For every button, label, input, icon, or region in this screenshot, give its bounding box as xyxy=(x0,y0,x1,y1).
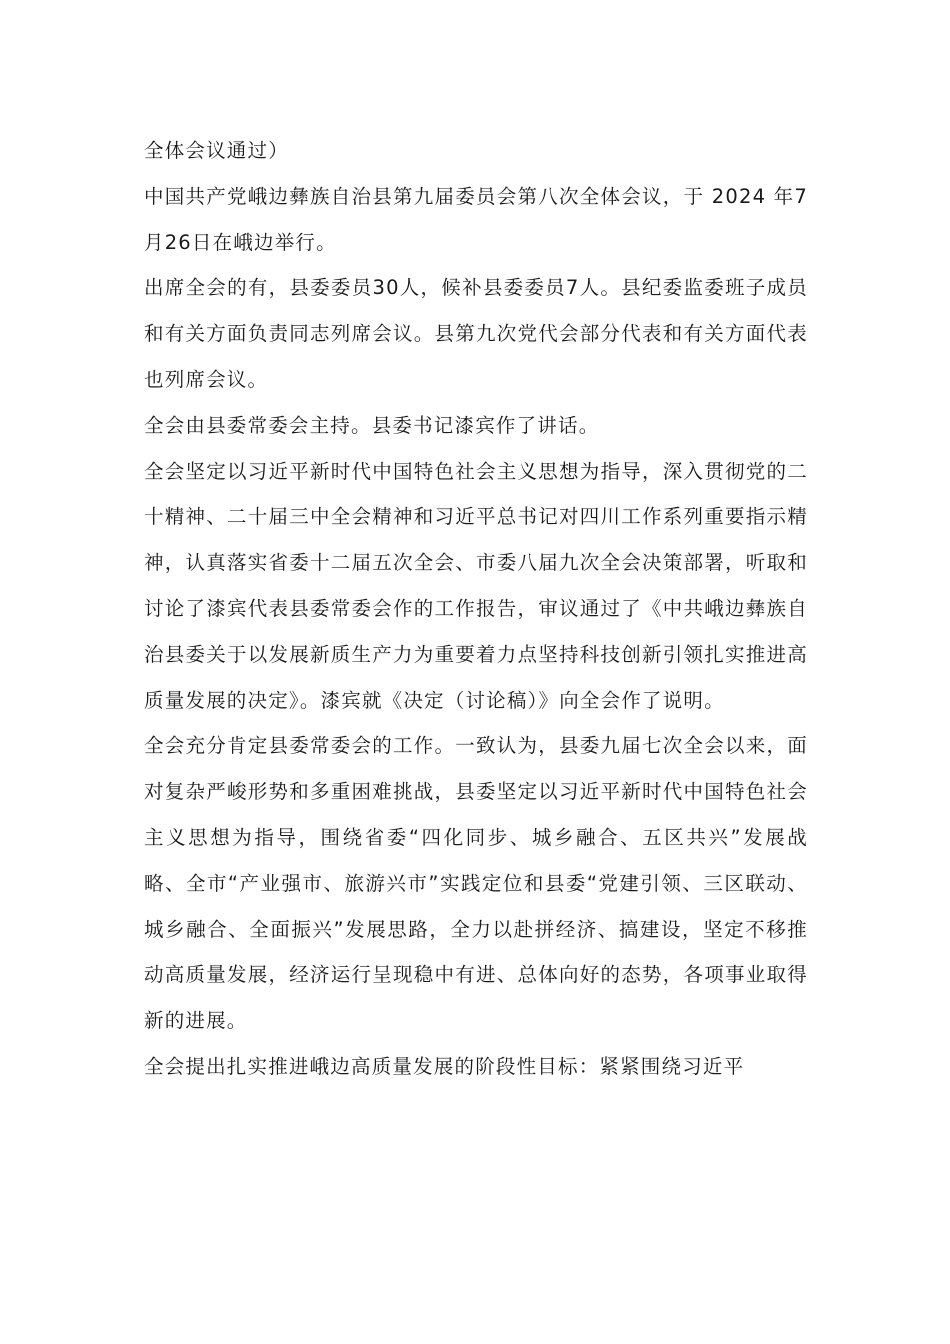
paragraph-guiding-thought: 全会坚定以习近平新时代中国特色社会主义思想为指导，深入贯彻党的二十精神、二十届三中全会精神和习近平总书记对四川工作系列重要指示精神，认真落实省委十二届五次全会、市委八届九次全会决策部署，听取和讨论了漆宾代表县委常委会作的工作报告，审议通过了《中共峨边彝族自治县委关于以发展新质生产力为重要着力点坚持科技创新引领扎实推进高质量发展的决定》。漆宾就《决定（讨论稿）》向全会作了说明。 xyxy=(144,459,808,712)
paragraph-attendees: 出席全会的有，县委委员30人，候补县委委员7人。县纪委监委班子成员和有关方面负责同志列席会议。县第九次党代会部分代表和有关方面代表也列席会议。 xyxy=(144,276,808,391)
paragraph-goals: 全会提出扎实推进峨边高质量发展的阶段性目标：紧紧围绕习近平 xyxy=(144,1054,745,1078)
paragraph-plenary-date: 中国共产党峨边彝族自治县第九届委员会第八次全体会议，于 2024 年7月26日在峨边举行。 xyxy=(144,184,808,254)
document-page xyxy=(144,128,808,1090)
paragraph-meeting-adopted: 全体会议通过） xyxy=(144,139,289,162)
paragraph-affirmation: 全会充分肯定县委常委会的工作。一致认为，县委九届七次全会以来，面对复杂严峻形势和多重困难挑战，县委坚定以习近平新时代中国特色社会主义思想为指导，围绕省委“四化同步、城乡融合、五区共兴”发展战略、全市“产业强市、旅游兴市”实践定位和县委“党建引领、三区联动、城乡融合、全面振兴”发展思路，全力以赴拼经济、搞建设，坚定不移推动高质量发展，经济运行呈现稳中有进、总体向好的态势，各项事业取得新的进展。 xyxy=(144,734,808,1033)
paragraph-host: 全会由县委常委会主持。县委书记漆宾作了讲话。 xyxy=(144,413,600,437)
